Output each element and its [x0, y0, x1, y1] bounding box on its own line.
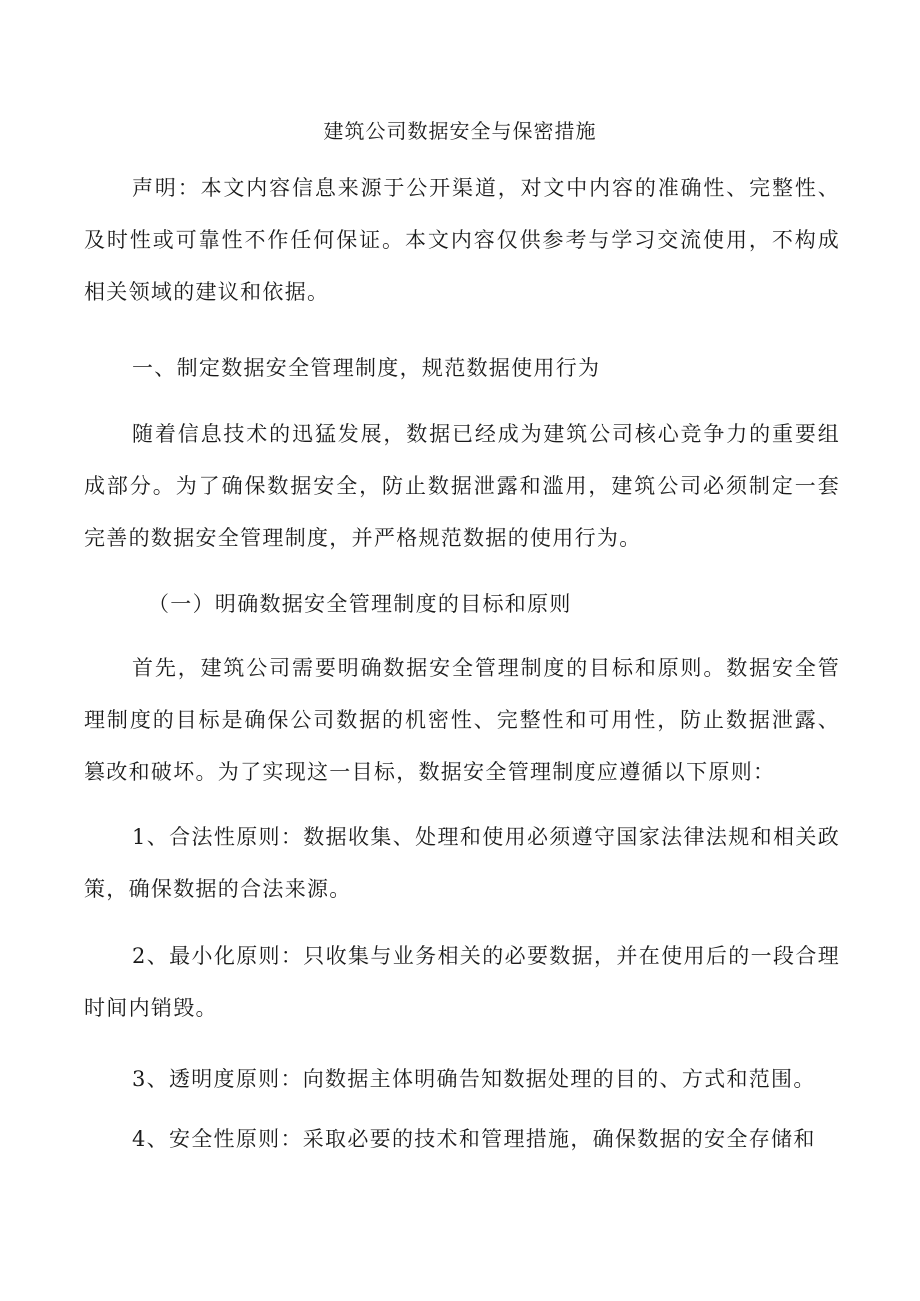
- principle-item-1: 1、合法性原则：数据收集、处理和使用必须遵守国家法律法规和相关政策，确保数据的合法来源。: [84, 825, 840, 901]
- subsection1-intro-paragraph: 首先，建筑公司需要明确数据安全管理制度的目标和原则。数据安全管理制度的目标是确保公司数据的机密性、完整性和可用性，防止数据泄露、篡改和破坏。为了实现这一目标，数据安全管理制度应遵循以下原则：: [84, 656, 840, 784]
- disclaimer-paragraph: 声明：本文内容信息来源于公开渠道，对文中内容的准确性、完整性、及时性或可靠性不作任何保证。本文内容仅供参考与学习交流使用，不构成相关领域的建议和依据。: [84, 176, 840, 304]
- subsection-heading-1: （一）明确数据安全管理制度的目标和原则: [148, 592, 572, 616]
- document-title: 建筑公司数据安全与保密措施: [323, 119, 597, 143]
- section1-intro-paragraph: 随着信息技术的迅猛发展，数据已经成为建筑公司核心竞争力的重要组成部分。为了确保数据安全，防止数据泄露和滥用，建筑公司必须制定一套完善的数据安全管理制度，并严格规范数据的使用行为。: [84, 422, 840, 550]
- section-heading-1: 一、制定数据安全管理制度，规范数据使用行为: [132, 356, 601, 380]
- principle-item-2: 2、最小化原则：只收集与业务相关的必要数据，并在使用后的一段合理时间内销毁。: [84, 944, 840, 1020]
- principle-item-4: 4、安全性原则：采取必要的技术和管理措施，确保数据的安全存储和: [132, 1127, 816, 1151]
- principle-item-3: 3、透明度原则：向数据主体明确告知数据处理的目的、方式和范围。: [132, 1067, 816, 1091]
